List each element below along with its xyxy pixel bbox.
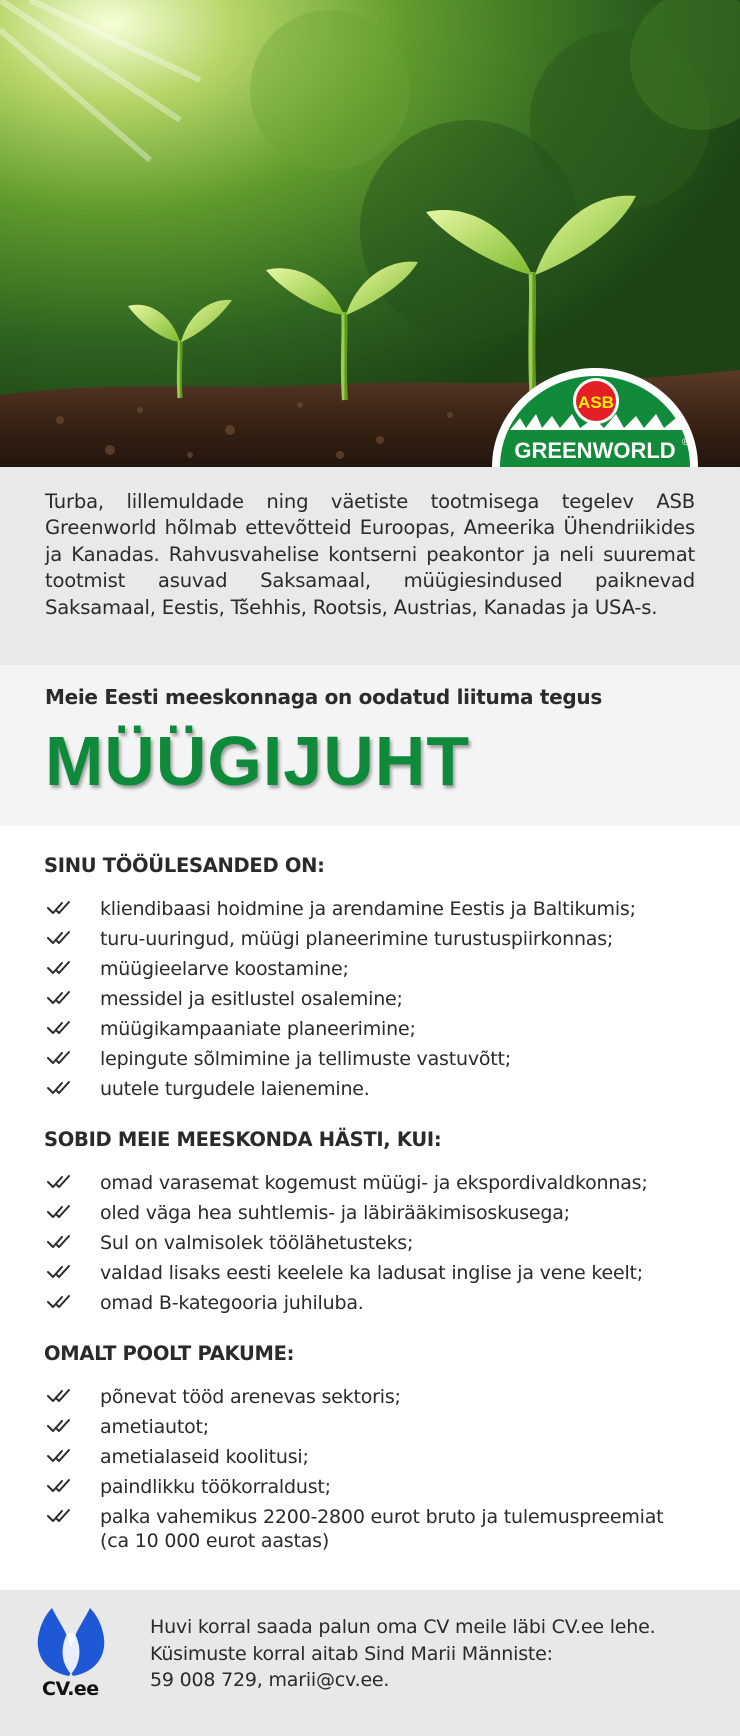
double-check-icon	[46, 959, 72, 977]
list-item	[44, 897, 696, 921]
double-check-icon	[46, 1447, 72, 1465]
double-check-icon	[46, 1387, 72, 1405]
double-check-icon	[46, 1263, 72, 1281]
seedlings-image	[0, 0, 740, 467]
section-requirements	[44, 1128, 696, 1315]
list-item-text: ametiautot;	[100, 1416, 209, 1438]
list-item	[44, 1291, 696, 1315]
list-item-text: ametialaseid koolitusi;	[100, 1446, 309, 1468]
list-item-text: uutele turgudele laienemine.	[100, 1078, 370, 1100]
list-item-text: müügikampaaniate planeerimine;	[100, 1018, 416, 1040]
list-item	[44, 1047, 696, 1071]
list-item-text: turu-uuringud, müügi planeerimine turustuspiirkonnas;	[100, 928, 614, 950]
list-item	[44, 987, 696, 1011]
contact-line: Huvi korral saada palun oma CV meile läbi CV.ee lehe.	[150, 1616, 656, 1638]
list-item	[44, 1201, 696, 1225]
section-tasks	[44, 854, 696, 1101]
list-item	[44, 957, 696, 981]
registered-mark: ®	[682, 437, 690, 448]
double-check-icon	[46, 1049, 72, 1067]
intro-text: Turba, lillemuldade ning väetiste tootmisega tegelev ASB Greenworld hõlmab ettevõtteid Euroopas, Ameerika Ühendriikides ja Kanadas. Rahvusvahelise kontserni peakontor ja neli suuremat tootmist asuvad Saksamaal, müügiesindused paiknevad Saksamaal, Eestis, Tšehhis, Rootsis, Austrias, Kanadas ja USA-s.	[45, 490, 695, 619]
section-title: OMALT POOLT PAKUME:	[44, 1342, 295, 1365]
list-item-text: messidel ja esitlustel osalemine;	[100, 988, 403, 1010]
logo-brand-text: GREENWORLD	[514, 438, 676, 463]
hero-banner	[0, 0, 740, 467]
list-item-text: valdad lisaks eesti keelele ka ladusat inglise ja vene keelt;	[100, 1262, 644, 1284]
list-item-text: müügieelarve koostamine;	[100, 958, 349, 980]
headline-subtitle: Meie Eesti meeskonnaga on oodatud liituma tegus	[45, 685, 602, 709]
cv-ee-logo-text: CV.ee	[42, 1678, 99, 1700]
list-item	[44, 927, 696, 951]
task-list	[44, 897, 696, 1101]
double-check-icon	[46, 1507, 72, 1525]
double-check-icon	[46, 899, 72, 917]
list-item-text: omad B-kategooria juhiluba.	[100, 1292, 364, 1314]
list-item	[44, 1231, 696, 1255]
contact-footer	[0, 1590, 740, 1736]
section-title: SOBID MEIE MEESKONDA HÄSTI, KUI:	[44, 1128, 442, 1151]
requirement-list	[44, 1171, 696, 1315]
double-check-icon	[46, 1477, 72, 1495]
section-title: SINU TÖÖÜLESANDED ON:	[44, 854, 325, 877]
section-offer	[44, 1342, 696, 1553]
list-item-text: lepingute sõlmimine ja tellimuste vastuvõtt;	[100, 1048, 511, 1070]
double-check-icon	[46, 1233, 72, 1251]
headline-block	[0, 665, 740, 826]
double-check-icon	[46, 1293, 72, 1311]
list-item	[44, 1077, 696, 1101]
list-item	[44, 1261, 696, 1285]
contact-line: 59 008 729, marii@cv.ee.	[150, 1669, 390, 1691]
list-item-text: oled väga hea suhtlemis- ja läbirääkimisoskusega;	[100, 1202, 570, 1224]
cv-ee-logo-icon[interactable]	[36, 1606, 106, 1718]
list-item	[44, 1415, 696, 1439]
list-item-text: palka vahemikus 2200-2800 eurot bruto ja tulemuspreemiat (ca 10 000 eurot aastas)	[100, 1506, 664, 1552]
list-item	[44, 1385, 696, 1409]
job-title: MÜÜGIJUHT	[45, 722, 471, 800]
company-intro	[0, 467, 740, 665]
offer-list	[44, 1385, 696, 1553]
contact-text	[150, 1614, 655, 1694]
list-item	[44, 1017, 696, 1041]
list-item-text: põnevat tööd arenevas sektoris;	[100, 1386, 401, 1408]
list-item-text: omad varasemat kogemust müügi- ja ekspordivaldkonnas;	[100, 1172, 648, 1194]
double-check-icon	[46, 929, 72, 947]
content-sections	[0, 826, 740, 1588]
double-check-icon	[46, 1203, 72, 1221]
double-check-icon	[46, 1417, 72, 1435]
double-check-icon	[46, 989, 72, 1007]
list-item-text: paindlikku töökorraldust;	[100, 1476, 331, 1498]
list-item-text: Sul on valmisolek töölähetusteks;	[100, 1232, 414, 1254]
contact-line: Küsimuste korral aitab Sind Marii Männiste:	[150, 1642, 553, 1665]
list-item	[44, 1445, 696, 1469]
double-check-icon	[46, 1173, 72, 1191]
list-item-text: kliendibaasi hoidmine ja arendamine Eestis ja Baltikumis;	[100, 898, 636, 920]
list-item	[44, 1505, 696, 1553]
double-check-icon	[46, 1079, 72, 1097]
logo-badge-text: ASB	[578, 393, 614, 412]
double-check-icon	[46, 1019, 72, 1037]
list-item	[44, 1475, 696, 1499]
list-item	[44, 1171, 696, 1195]
